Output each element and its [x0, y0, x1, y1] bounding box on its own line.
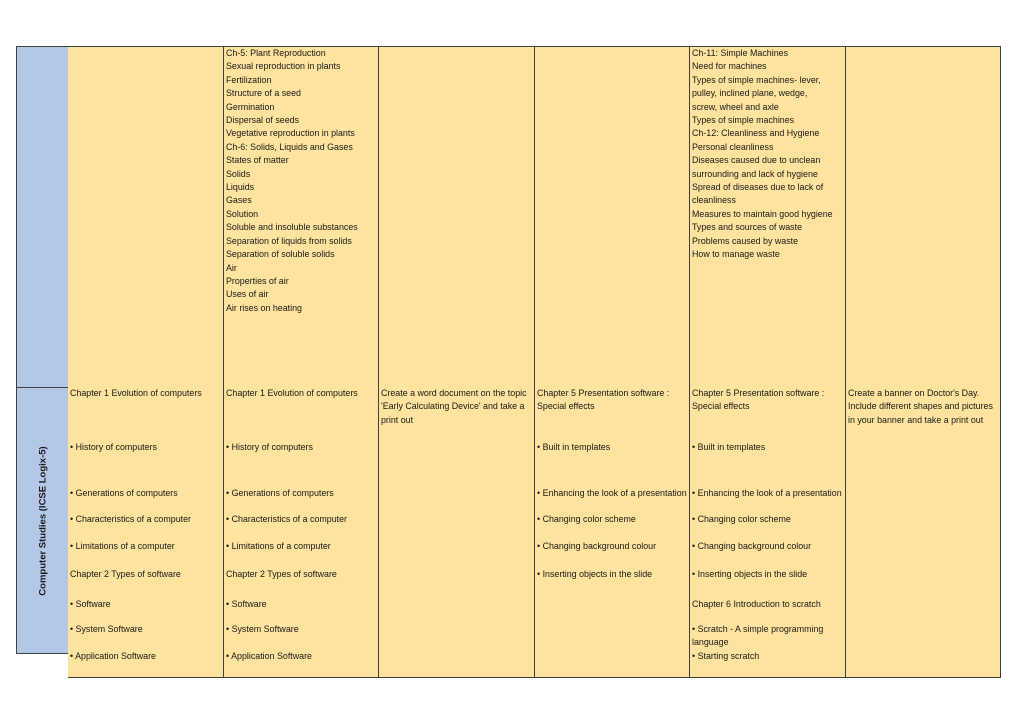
subject-column-top — [16, 46, 69, 388]
table-cell — [846, 513, 1001, 541]
science-cell-4 — [535, 46, 690, 388]
table-cell — [379, 650, 535, 678]
topic-line: Need for machines — [692, 61, 767, 72]
topic-line: pulley, inclined plane, wedge, — [692, 88, 808, 99]
table-cell: • Enhancing the look of a presentation — [690, 487, 846, 514]
table-cell — [379, 441, 535, 488]
table-cell: • Generations of computers — [68, 487, 224, 514]
table-cell: • Built in templates — [690, 441, 846, 488]
table-cell — [846, 568, 1001, 599]
topic-line: Problems caused by waste — [692, 235, 799, 246]
subject-column — [16, 387, 69, 654]
table-cell — [846, 598, 1001, 624]
table-cell: • System Software — [224, 623, 379, 651]
topic-line: Solution — [226, 208, 259, 219]
topic-line: Sexual reproduction in plants — [226, 61, 341, 72]
table-cell: Create a banner on Doctor's Day. Include different shapes and pictures in your banner and take a print out — [846, 387, 1001, 442]
table-cell — [846, 540, 1001, 569]
topic-line: Gases — [226, 195, 252, 206]
topic-line: Ch-12: Cleanliness and Hygiene — [692, 128, 820, 139]
topic-line: Personal cleanliness — [692, 141, 774, 152]
topic-line: Uses of air — [226, 289, 269, 300]
table-cell: • Enhancing the look of a presentation — [535, 487, 690, 514]
topic-line: States of matter — [226, 155, 289, 166]
table-cell: • Scratch - A simple programming language — [690, 623, 846, 651]
table-cell: • Inserting objects in the slide — [535, 568, 690, 599]
topic-line: Ch-6: Solids, Liquids and Gases — [226, 141, 353, 152]
table-cell — [846, 623, 1001, 651]
science-cell-6 — [846, 46, 1001, 388]
table-cell: • Built in templates — [535, 441, 690, 488]
topic-line: surrounding and lack of hygiene — [692, 168, 818, 179]
topic-line: Diseases caused due to unclean — [692, 155, 821, 166]
table-cell: Chapter 6 Introduction to scratch — [690, 598, 846, 624]
topic-line: Ch-11: Simple Machines — [692, 48, 789, 58]
table-cell: • History of computers — [224, 441, 379, 488]
topic-line: Separation of liquids from solids — [226, 235, 352, 246]
table-cell: • Starting scratch — [690, 650, 846, 678]
table-cell — [846, 441, 1001, 488]
topic-line: Solids — [226, 168, 251, 179]
table-cell — [535, 650, 690, 678]
science-cell-2 — [224, 46, 379, 388]
table-cell: Chapter 1 Evolution of computers — [68, 387, 224, 442]
table-cell: Chapter 2 Types of software — [224, 568, 379, 599]
table-cell: • Limitations of a computer — [224, 540, 379, 569]
table-cell: • Generations of computers — [224, 487, 379, 514]
table-cell: • History of computers — [68, 441, 224, 488]
subject-label: Computer Studies (ICSE Logix-5) — [37, 445, 48, 596]
table-cell — [379, 623, 535, 651]
topic-line: cleanliness — [692, 195, 736, 206]
topic-line: Air — [226, 262, 237, 273]
table-cell: • Application Software — [68, 650, 224, 678]
table-cell: • System Software — [68, 623, 224, 651]
topic-line: Fertilization — [226, 74, 272, 85]
table-cell: • Characteristics of a computer — [68, 513, 224, 541]
table-cell — [379, 487, 535, 514]
topic-line: Vegetative reproduction in plants — [226, 128, 355, 139]
topic-line: Dispersal of seeds — [226, 115, 300, 126]
table-cell — [535, 623, 690, 651]
table-cell: • Changing background colour — [690, 540, 846, 569]
topic-line: Soluble and insoluble substances — [226, 222, 358, 233]
science-cell-5 — [690, 46, 846, 388]
topic-line: Liquids — [226, 182, 255, 193]
table-cell: Chapter 2 Types of software — [68, 568, 224, 599]
science-cell-3 — [379, 46, 535, 388]
topic-line: Structure of a seed — [226, 88, 301, 99]
table-cell — [379, 540, 535, 569]
science-cell-1 — [68, 46, 224, 388]
table-cell — [846, 487, 1001, 514]
table-cell: Chapter 5 Presentation software : Special effects — [535, 387, 690, 442]
table-cell — [379, 513, 535, 541]
table-cell: • Application Software — [224, 650, 379, 678]
table-cell — [846, 650, 1001, 678]
curriculum-table — [16, 46, 1001, 661]
topic-line: Germination — [226, 101, 275, 112]
topic-line: Types of simple machines- lever, — [692, 74, 821, 85]
table-cell: • Inserting objects in the slide — [690, 568, 846, 599]
table-cell: Chapter 1 Evolution of computers — [224, 387, 379, 442]
topic-line: Types and sources of waste — [692, 222, 803, 233]
topic-line: How to manage waste — [692, 249, 780, 260]
topic-line: screw, wheel and axle — [692, 101, 779, 112]
topic-line: Spread of diseases due to lack of — [692, 182, 824, 193]
table-cell — [535, 598, 690, 624]
topic-line: Types of simple machines — [692, 115, 795, 126]
table-cell: • Software — [68, 598, 224, 624]
table-cell: • Changing color scheme — [535, 513, 690, 541]
table-cell: • Software — [224, 598, 379, 624]
topic-line: Properties of air — [226, 275, 289, 286]
table-cell: • Changing color scheme — [690, 513, 846, 541]
topic-line: Air rises on heating — [226, 302, 302, 313]
table-cell: Chapter 5 Presentation software : Special effects — [690, 387, 846, 442]
table-cell: • Changing background colour — [535, 540, 690, 569]
topic-line: Ch-5: Plant Reproduction — [226, 48, 326, 58]
table-cell — [379, 568, 535, 599]
table-cell: • Characteristics of a computer — [224, 513, 379, 541]
table-cell: Create a word document on the topic 'Early Calculating Device' and take a print out — [379, 387, 535, 442]
topic-line: Separation of soluble solids — [226, 249, 335, 260]
table-cell: • Limitations of a computer — [68, 540, 224, 569]
table-cell — [379, 598, 535, 624]
topic-line: Measures to maintain good hygiene — [692, 208, 833, 219]
